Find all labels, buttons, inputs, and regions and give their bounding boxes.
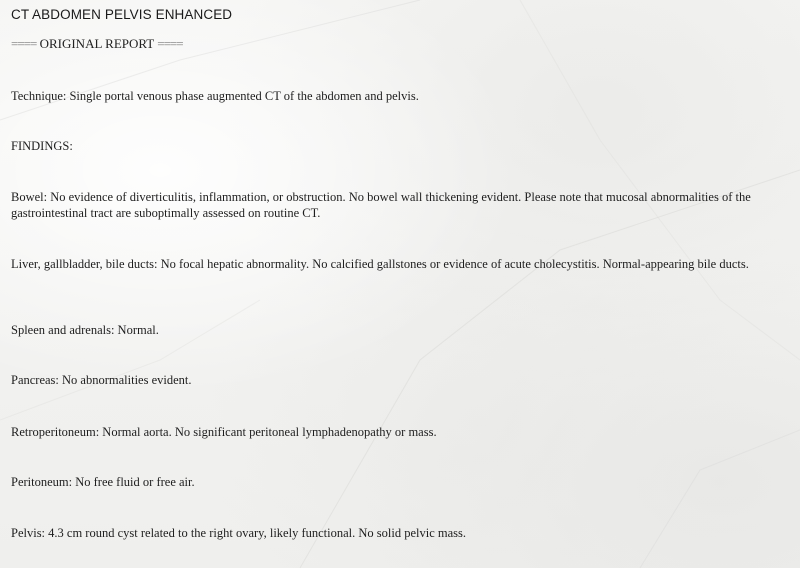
original-report-header xyxy=(11,36,183,52)
finding-peritoneum: Peritoneum: No free fluid or free air. xyxy=(11,475,195,489)
header-rule-right: ==== xyxy=(157,36,183,51)
original-report-label: ORIGINAL REPORT xyxy=(39,36,154,51)
finding-liver: Liver, gallbladder, bile ducts: No focal hepatic abnormality. No calcified gallstones or evidence of acute cholecystitis. Normal-appearing bile ducts. xyxy=(11,257,749,271)
report-title: CT ABDOMEN PELVIS ENHANCED xyxy=(11,7,233,22)
finding-pancreas: Pancreas: No abnormalities evident. xyxy=(11,373,192,387)
header-rule-left: ==== xyxy=(11,36,37,51)
finding-bowel: Bowel: No evidence of diverticulitis, inflammation, or obstruction. No bowel wall thickening evident. Please note that mucosal abnormalities of the gastrointestinal tract are suboptimally assessed on routine CT. xyxy=(11,190,751,220)
finding-retroperitoneum: Retroperitoneum: Normal aorta. No significant peritoneal lymphadenopathy or mass. xyxy=(11,425,437,439)
finding-pelvis: Pelvis: 4.3 cm round cyst related to the right ovary, likely functional. No solid pelvic mass. xyxy=(11,526,467,540)
findings-heading: FINDINGS: xyxy=(11,139,73,153)
technique-text: Technique: Single portal venous phase augmented CT of the abdomen and pelvis. xyxy=(11,89,419,103)
finding-spleen: Spleen and adrenals: Normal. xyxy=(11,323,159,337)
